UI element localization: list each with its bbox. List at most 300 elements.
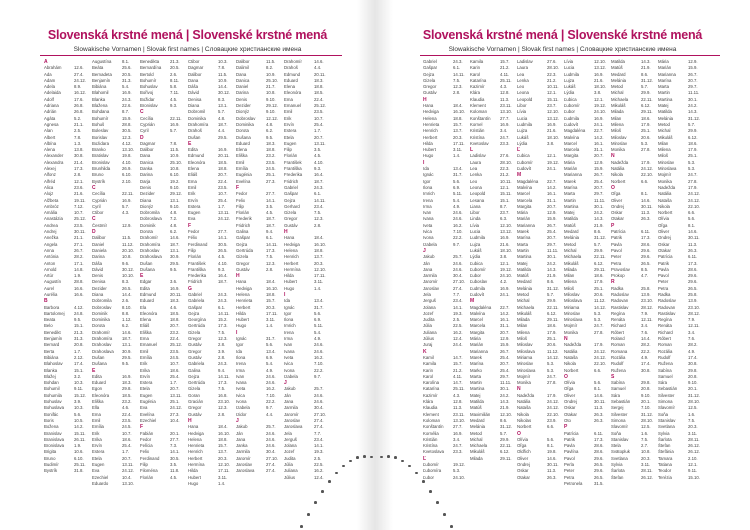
name-text: Bernard <box>44 342 60 348</box>
name-day-date: 9.10. <box>266 96 276 102</box>
binding-dot <box>387 455 390 458</box>
name-day-date: 12.9. <box>500 336 510 342</box>
name-day-date: 24.12. <box>170 405 182 411</box>
name-entry <box>44 468 88 474</box>
name-day-date: 28.10. <box>641 417 653 423</box>
name-day-date: 26.7. <box>688 71 698 77</box>
name-day-date: 23.7. <box>547 103 557 109</box>
name-text: Monika <box>564 329 578 335</box>
name-text: Renáta <box>658 323 672 329</box>
name-day-date: 22.4. <box>314 96 324 102</box>
name-text: Elena <box>188 166 199 172</box>
name-day-date: 13.9. <box>688 298 698 304</box>
name-day-date: 18.7. <box>122 336 132 342</box>
name-text: Milada <box>564 266 577 272</box>
name-text: Edgar <box>140 279 152 285</box>
name-day-date: 24.10. <box>500 273 512 279</box>
name-day-date: 6.6. <box>688 210 696 216</box>
name-day-date: 23.5. <box>218 184 228 190</box>
name-day-date: 6.2. <box>122 323 130 329</box>
name-text: Dušana <box>236 134 251 140</box>
name-day-date: 27.4. <box>74 71 84 77</box>
name-day-date: 7.10. <box>453 229 463 235</box>
letter-heading: N <box>517 386 521 393</box>
name-text: Patrik <box>564 436 575 442</box>
title-rule <box>420 55 720 56</box>
name-text: Lýdia <box>517 140 528 146</box>
name-day-date: 14.3. <box>547 266 557 272</box>
name-text: Gustáv <box>423 90 437 96</box>
name-day-date: 28.2. <box>688 342 698 348</box>
name-day-date: 22.11. <box>594 254 606 260</box>
name-day-date: 2.8. <box>453 90 461 96</box>
name-day-date: 16.9. <box>218 147 228 153</box>
name-day-date: 13.10. <box>122 147 134 153</box>
name-day-date: 2.12. <box>74 354 84 360</box>
name-day-date: 6.12. <box>547 310 557 316</box>
name-day-date: 15.9. <box>594 166 604 172</box>
name-day-date: 1.4. <box>218 480 226 486</box>
name-day-date: 13.10. <box>453 417 465 423</box>
name-text: Nikolas <box>517 417 532 423</box>
name-text: Ela <box>140 304 147 310</box>
name-text: Otakar <box>611 216 624 222</box>
name-day-date: 16.9. <box>594 115 604 121</box>
name-day-date: 26.7. <box>74 247 84 253</box>
name-text: Erik <box>188 191 196 197</box>
name-text: Jaromír <box>423 279 438 285</box>
name-day-date: 26.5. <box>688 285 698 291</box>
name-day-date: 4.10. <box>122 159 132 165</box>
name-text: Eliáš <box>188 172 198 178</box>
name-day-date: 3.4. <box>453 436 461 442</box>
name-text: Cyprián <box>92 197 107 203</box>
name-day-date: 14.11. <box>453 71 465 77</box>
name-day-date: 18.6. <box>122 436 132 442</box>
name-day-date: 14.11. <box>218 373 230 379</box>
name-text: Ľubica <box>564 96 577 102</box>
name-day-date: 5.3. <box>641 140 649 146</box>
name-day-date: 15.7. <box>453 121 463 127</box>
name-day-date: 24.6. <box>266 373 276 379</box>
name-text: Klement <box>470 103 486 109</box>
name-day-date: 12.1. <box>688 462 698 467</box>
name-text: Pavlína <box>564 449 579 455</box>
name-text: Kazimír <box>470 84 485 90</box>
name-day-date: 30.8. <box>688 361 698 367</box>
name-text: Bohuslava <box>44 405 65 411</box>
name-text: Brunhilda <box>92 166 111 172</box>
name-text: Dušan <box>92 354 105 360</box>
name-text: Mária <box>470 336 481 342</box>
name-day-date: 15.1. <box>500 197 510 203</box>
name-text: Dagmar <box>140 140 156 146</box>
name-text: Bohuš <box>92 121 105 127</box>
name-day-date: 27.3. <box>170 411 180 417</box>
name-day-date: 28.6. <box>594 449 604 455</box>
name-text: Filip <box>140 462 148 467</box>
name-day-date: 16.1. <box>594 140 604 146</box>
name-day-date: 6.6. <box>594 367 602 373</box>
name-day-date: 31.8. <box>74 468 84 474</box>
name-day-date: 6.12. <box>688 134 698 140</box>
name-day-date: 13.12. <box>594 65 606 71</box>
name-text: Júlia <box>423 323 432 329</box>
name-text: Libor <box>517 103 527 109</box>
name-text: Kristián <box>423 436 438 442</box>
name-day-date: 3.8. <box>594 90 602 96</box>
name-text: Ľudovít <box>470 291 485 297</box>
name-day-date: 7.7. <box>453 291 461 297</box>
name-day-date: 4.9. <box>641 354 649 360</box>
name-day-date: 18.7. <box>218 279 228 285</box>
name-day-date: 21.2. <box>500 172 510 178</box>
name-text: Adriana <box>44 103 59 109</box>
name-day-date: 25.11. <box>500 77 512 83</box>
name-day-date: 25.6. <box>122 65 132 71</box>
name-day-date: 17.3. <box>594 436 604 442</box>
name-day-date: 9.7. <box>314 373 322 379</box>
name-text: Fedor <box>236 191 248 197</box>
name-text: Juliana <box>423 329 437 335</box>
name-text: Leo <box>517 84 525 90</box>
name-day-date: 13.7. <box>218 449 228 455</box>
name-text: Gregor <box>284 216 298 222</box>
name-day-date: 29.5. <box>218 134 228 140</box>
name-text: Metod <box>517 291 529 297</box>
letter-heading: F <box>188 222 192 229</box>
name-text: Darina <box>236 90 249 96</box>
name-day-date: 28.2. <box>74 254 84 260</box>
name-day-date: 13.11. <box>218 210 230 216</box>
name-day-date: 8.1. <box>594 386 602 392</box>
name-text: Ivana <box>284 348 295 354</box>
names-column <box>188 59 232 487</box>
name-day-date: 20.3. <box>453 134 463 140</box>
name-text: Beáta <box>92 65 104 71</box>
name-text: Dušana <box>140 266 155 272</box>
name-text: Magdaléna <box>470 304 492 310</box>
name-text: Irma <box>423 203 432 209</box>
name-text: Eleonóra <box>188 159 206 165</box>
name-day-date: 20.7. <box>594 184 604 190</box>
name-day-date: 21.9. <box>641 65 651 71</box>
name-text: Dalimil <box>236 65 249 71</box>
name-day-date: 16.9. <box>594 71 604 77</box>
name-day-date: 25.4. <box>500 354 510 360</box>
name-entry <box>92 481 136 487</box>
name-day-date: 24.6. <box>453 216 463 222</box>
name-text: Miloslava <box>564 298 582 304</box>
name-text: Kornélia <box>423 430 439 436</box>
name-day-date: 18.7. <box>170 241 180 247</box>
name-text: Emil <box>92 417 101 423</box>
name-text: Lívia <box>564 59 574 64</box>
name-day-date: 21.2. <box>547 77 557 83</box>
name-text: Terézia <box>658 474 672 480</box>
name-day-date: 12.10. <box>594 59 606 64</box>
name-day-date: 13.4. <box>266 348 276 354</box>
name-day-date: 9.5. <box>266 134 274 140</box>
name-day-date: 3.11. <box>314 279 324 285</box>
name-day-date: 5.3. <box>547 367 555 373</box>
name-day-date: 3.11. <box>641 462 651 467</box>
name-day-date: 24.6. <box>453 210 463 216</box>
name-text: Drahoš <box>188 128 202 134</box>
name-text: Pavol <box>658 273 669 279</box>
name-text: Lukáš <box>564 84 576 90</box>
name-text: Izidor <box>236 411 247 417</box>
name-day-date: 18.7. <box>266 222 276 228</box>
name-text: Regína <box>611 310 625 316</box>
name-day-date: 16.2. <box>453 329 463 335</box>
name-day-date: 20.3. <box>266 304 276 310</box>
letter-heading: I <box>236 329 238 336</box>
name-day-date: 4.8. <box>266 121 274 127</box>
name-text: Fridrich <box>284 178 299 184</box>
letter-heading: O <box>517 430 521 437</box>
name-day-date: 28.6. <box>594 443 604 449</box>
name-day-date: 24.6. <box>314 348 324 354</box>
name-day-date: 15.1. <box>74 367 84 373</box>
name-day-date: 10.3. <box>74 380 84 386</box>
name-text: Norbert <box>564 367 579 373</box>
name-day-date: 15.11. <box>547 96 559 102</box>
name-text: Maximilián <box>470 411 491 417</box>
name-text: Drahoslava <box>92 348 114 354</box>
name-day-date: 29.11. <box>547 317 559 323</box>
name-text: Eduard <box>236 140 250 146</box>
name-day-date: 5.3. <box>688 159 696 165</box>
name-text: Mária <box>658 59 669 64</box>
name-text: Bibiána <box>44 354 59 360</box>
name-text: Gertrúda <box>188 380 205 386</box>
name-text: Ľudmila <box>564 115 580 121</box>
name-day-date: 8.10. <box>122 304 132 310</box>
name-text: Alfonz <box>44 172 56 178</box>
name-day-date: 15.2. <box>218 317 228 323</box>
name-text: Belo <box>44 323 53 329</box>
name-day-date: 1.7. <box>314 128 322 134</box>
name-day-date: 21.9. <box>547 273 557 279</box>
binding-dot <box>314 501 317 504</box>
name-day-date: 17.1. <box>74 260 84 266</box>
name-text: Nikola <box>517 411 529 417</box>
name-text: Herbert <box>423 134 438 140</box>
name-text: Michal <box>658 128 671 134</box>
name-day-date: 29.7. <box>688 84 698 90</box>
name-text: Marcela <box>564 147 580 153</box>
name-text: Blanka <box>92 96 106 102</box>
name-text: Martin <box>564 197 576 203</box>
name-day-date: 18.6. <box>594 273 604 279</box>
name-text: Michal <box>611 90 624 96</box>
name-day-date: 20.10. <box>122 247 134 253</box>
name-day-date: 24.6. <box>266 443 276 449</box>
name-day-date: 4.9. <box>266 367 274 373</box>
name-text: Miroslava <box>564 317 583 323</box>
name-day-date: 24.7. <box>547 373 557 379</box>
name-day-date: 29.5. <box>170 260 180 266</box>
name-text: Dezider <box>140 191 155 197</box>
name-text: Františka <box>284 166 302 172</box>
name-day-date: 12.1. <box>594 96 604 102</box>
name-text: Agáta <box>44 115 56 121</box>
name-day-date: 2.6. <box>170 71 178 77</box>
name-day-date: 1.7. <box>170 380 178 386</box>
name-text: Mojmír <box>658 172 672 178</box>
name-day-date: 5.3. <box>594 310 602 316</box>
name-text: Sára <box>611 392 621 398</box>
name-day-date: 9.4. <box>266 229 274 235</box>
name-text: Dobromil <box>188 109 206 115</box>
name-text: Ľudovít <box>517 166 532 172</box>
name-text: Lýdia <box>470 254 481 260</box>
name-text: Oliver <box>611 197 623 203</box>
name-day-date: 6.2. <box>170 229 178 235</box>
binding-dot <box>363 455 366 458</box>
name-day-date: 8.8. <box>122 310 130 316</box>
name-text: Gregor <box>188 348 202 354</box>
name-day-date: 23.5. <box>74 222 84 228</box>
letter-heading: Č <box>92 216 96 223</box>
name-text: Miloslava <box>517 348 535 354</box>
name-text: Adela <box>44 84 55 90</box>
name-text: Olívia <box>658 216 669 222</box>
name-day-date: 2.8. <box>218 342 226 348</box>
name-text: Jaroslava <box>236 468 255 474</box>
name-text: Filip <box>188 247 196 253</box>
name-text: Pravoslav <box>611 266 630 272</box>
name-entry <box>611 475 655 481</box>
name-text: Marianna <box>658 71 676 77</box>
name-day-date: 18.5. <box>218 159 228 165</box>
name-text: Bystrík <box>92 178 106 184</box>
right-page <box>375 0 750 530</box>
name-day-date: 6.12. <box>500 449 510 455</box>
name-day-date: 14.1. <box>170 449 180 455</box>
name-text: Libor <box>470 210 480 216</box>
name-text: Erik <box>92 430 100 436</box>
name-day-date: 14.11. <box>314 197 326 203</box>
name-text: Jozef <box>423 310 434 316</box>
name-day-date: 26.8. <box>74 109 84 115</box>
name-text: Dušan <box>188 134 201 140</box>
name-day-date: 2.10. <box>688 455 698 461</box>
name-day-date: 12.10. <box>547 109 559 115</box>
name-text: Medard <box>470 417 485 423</box>
name-day-date: 20.7. <box>594 153 604 159</box>
name-day-date: 9.10. <box>266 109 276 115</box>
name-text: Milada <box>517 317 530 323</box>
name-text: Konštantín <box>470 115 491 121</box>
name-day-date: 13.4. <box>314 298 324 304</box>
name-text: Danka <box>140 166 153 172</box>
name-day-date: 19.12. <box>453 462 465 467</box>
name-text: Drahomír <box>92 329 110 335</box>
name-day-date: 12.10. <box>500 222 512 228</box>
name-text: Martin <box>658 90 670 96</box>
name-day-date: 6.12. <box>594 260 604 266</box>
name-text: Magdaléna <box>517 178 539 184</box>
name-text: Soňa <box>658 411 669 417</box>
name-text: Jela <box>423 291 431 297</box>
name-text: Marína <box>564 184 578 190</box>
letter-heading: O <box>611 184 615 191</box>
name-text: Hana <box>284 235 295 241</box>
name-day-date: 14.7. <box>453 354 463 360</box>
name-text: Ferdinand <box>188 241 208 247</box>
name-text: Drahomír <box>284 59 302 64</box>
name-text: Metod <box>658 121 670 127</box>
name-day-date: 6.1. <box>453 65 461 71</box>
name-day-date: 9.10. <box>688 380 698 386</box>
name-day-date: 12.3. <box>218 336 228 342</box>
name-day-date: 15.9. <box>122 115 132 121</box>
name-day-date: 18.8. <box>314 84 324 90</box>
name-day-date: 11.11. <box>594 197 606 203</box>
name-day-date: 13.7. <box>453 128 463 134</box>
name-day-date: 8.7. <box>500 203 508 209</box>
name-text: Frederik <box>236 216 252 222</box>
name-day-date: 25.7. <box>266 424 276 430</box>
name-day-date: 29.9. <box>500 436 510 442</box>
name-text: Emília <box>236 166 248 172</box>
name-day-date: 26.12. <box>688 443 700 449</box>
name-day-date: 18.8. <box>453 115 463 121</box>
name-day-date: 13.1. <box>122 342 132 348</box>
name-day-date: 4.8. <box>170 210 178 216</box>
name-day-date: 16.9. <box>500 285 510 291</box>
name-day-date: 18.7. <box>266 216 276 222</box>
name-text: Eva <box>188 216 196 222</box>
name-text: Judita <box>423 317 435 323</box>
name-text: Rozália <box>658 348 673 354</box>
name-day-date: 24.5. <box>170 354 180 360</box>
name-day-date: 24.1. <box>547 166 557 172</box>
name-text: Marcel <box>470 317 483 323</box>
name-text: Estera <box>140 380 153 386</box>
name-text: Miloslav <box>517 342 533 348</box>
name-text: Július <box>284 474 295 480</box>
name-text: Matilda <box>611 59 625 64</box>
name-day-date: 10.6. <box>74 449 84 455</box>
name-text: Dezider <box>236 103 251 109</box>
name-text: Alan <box>44 128 53 134</box>
name-text: Henrieta <box>236 298 253 304</box>
name-day-date: 24.2. <box>688 103 698 109</box>
name-day-date: 5.6. <box>547 436 555 442</box>
name-day-date: 24.12. <box>594 354 606 360</box>
name-day-date: 18.8. <box>218 166 228 172</box>
name-day-date: 19.11. <box>74 197 86 203</box>
name-text: Miroslava <box>517 367 536 373</box>
name-text: Michaela <box>611 96 629 102</box>
name-text: Rastislav <box>658 310 676 316</box>
name-text: Jerguš <box>284 436 297 442</box>
page-subtitle: Slowakische Vornamen | Slovak first names | Словацкие христианские имена <box>73 46 302 53</box>
name-text: Peter <box>611 254 622 260</box>
name-text: Kristína <box>423 443 438 449</box>
name-text: Lívia <box>517 109 527 115</box>
name-day-date: 21.9. <box>500 405 510 411</box>
name-day-date: 12.10. <box>218 462 230 467</box>
name-day-date: 29.9. <box>641 90 651 96</box>
letter-heading: E <box>92 367 96 374</box>
name-text: Berta <box>44 348 55 354</box>
name-day-date: 6.10. <box>170 172 180 178</box>
name-text: Nadežda <box>611 159 629 165</box>
